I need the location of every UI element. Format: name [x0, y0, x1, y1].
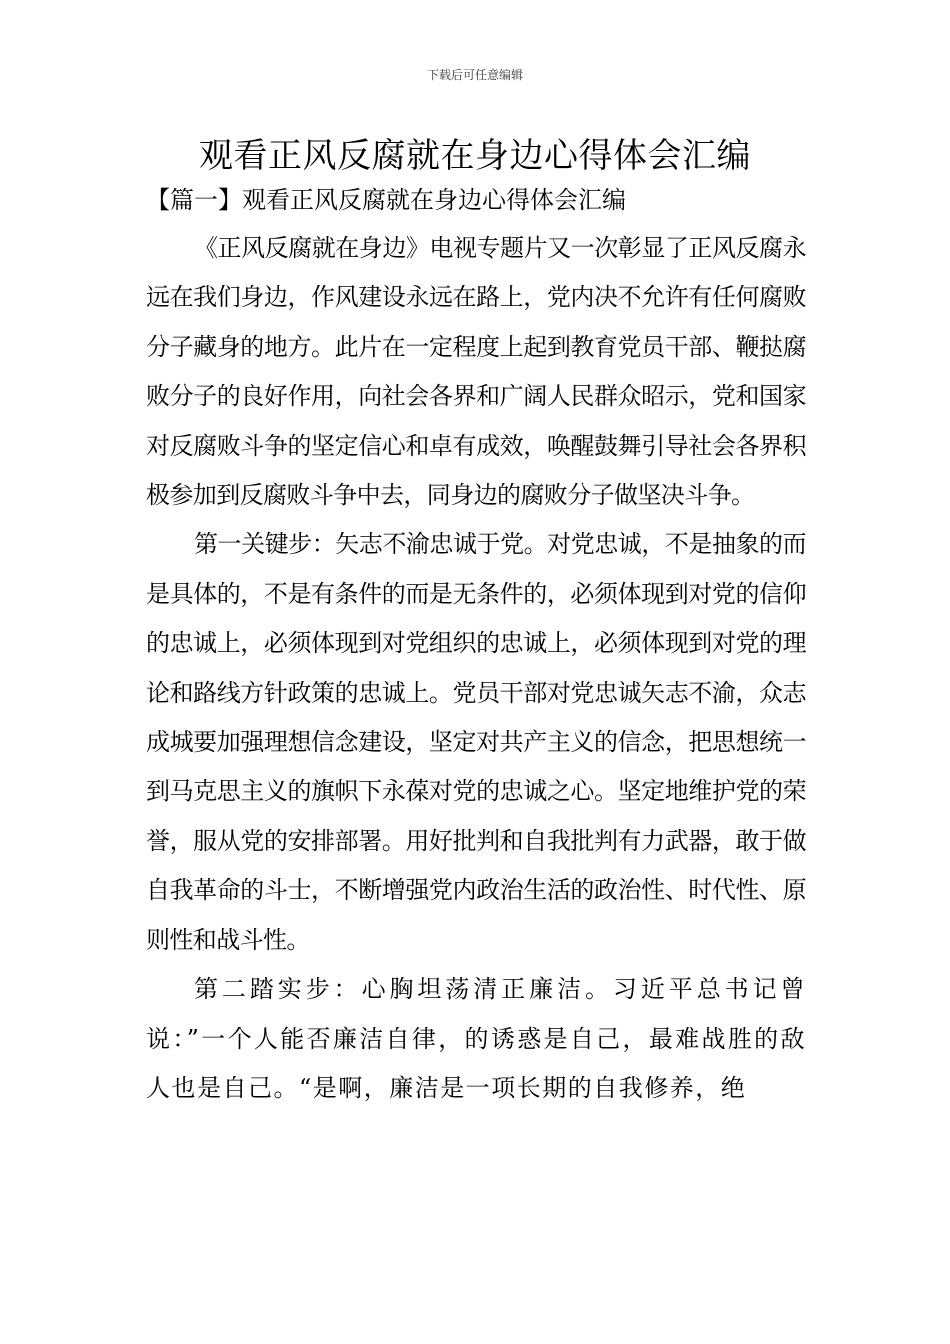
paragraph-2: 第一关键步：矢志不渝忠诚于党。对党忠诚，不是抽象的而是具体的，不是有条件的而是无条件的，必须体现到对党的信仰的忠诚上，必须体现到对党组织的忠诚上，必须体现到对党的理论和路线方针政策的忠诚上。党员干部对党忠诚矢志不渝，众志成城要加强理想信念建设，坚定对共产主义的信念，把思想统一到马克思主义的旗帜下永葆对党的忠诚之心。坚定地维护党的荣誉，服从党的安排部署。用好批判和自我批判有力武器，敢于做自我革命的斗士，不断增强党内政治生活的政治性、时代性、原则性和战斗性。: [146, 530, 806, 954]
document-title: 观看正风反腐就在身边心得体会汇编: [199, 136, 751, 176]
paragraph-1: 《正风反腐就在身边》电视专题片又一次彰显了正风反腐永远在我们身边，作风建设永远在路上，党内决不允许有任何腐败分子藏身的地方。此片在一定程度上起到教育党员干部、鞭挞腐败分子的良好作用，向社会各界和广阔人民群众昭示，党和国家对反腐败斗争的坚定信心和卓有成效，唤醒鼓舞引导社会各界积极参加到反腐败斗争中去，同身边的腐败分子做坚决斗争。: [146, 234, 806, 510]
paragraph-3: 第二踏实步：心胸坦荡清正廉洁。习近平总书记曾说：”一个人能否廉洁自律，的诱惑是自己，最难战胜的敌人也是自己。“是啊，廉洁是一项长期的自我修养，绝: [146, 975, 806, 1102]
document-body: [146, 224, 806, 1113]
section-heading: 【篇一】观看正风反腐就在身边心得体会汇编: [146, 186, 626, 214]
header-note: 下载后可任意编辑: [426, 68, 523, 82]
